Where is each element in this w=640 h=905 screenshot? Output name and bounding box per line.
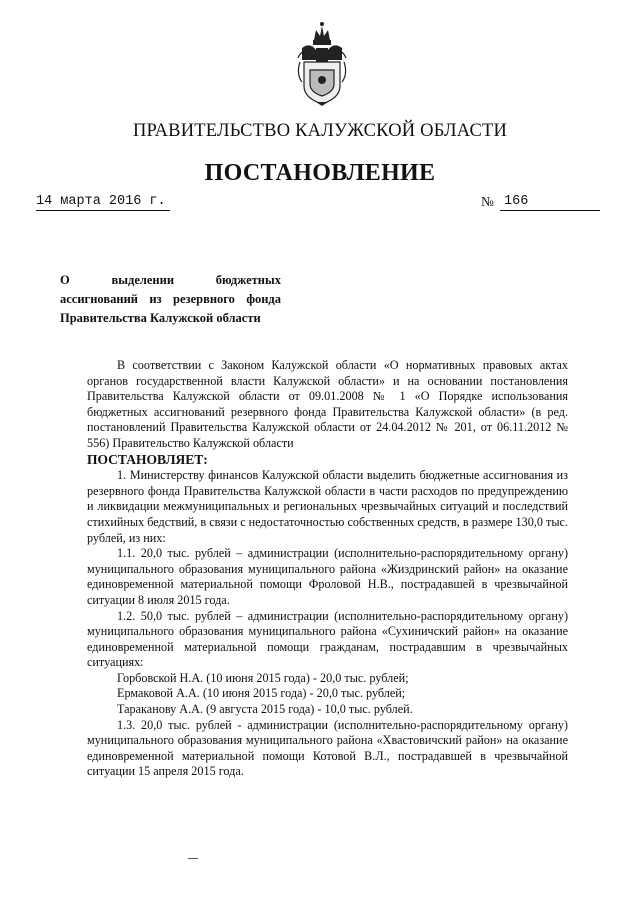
document-body — [87, 358, 568, 780]
document-date: 14 марта 2016 г. — [36, 194, 170, 211]
item-1-2: 1.2. 50,0 тыс. рублей – администрации (исполнительно-распорядительному органу) муниципального образования муниципального района «Сухиничский район» на оказание единовременной материальной помощи гражданам, пострадавшим в чрезвычайных ситуациях: — [87, 608, 568, 670]
page-mark — [188, 858, 198, 859]
government-name: ПРАВИТЕЛЬСТВО КАЛУЖСКОЙ ОБЛАСТИ — [132, 121, 508, 141]
document-number-field — [500, 194, 600, 211]
document-type: ПОСТАНОВЛЕНИЕ — [204, 160, 436, 186]
item-1-3: 1.3. 20,0 тыс. рублей - администрации (исполнительно-распорядительному органу) муниципального образования муниципального района «Хвастовичский район» на оказание единовременной материальной помощи Котовой В.Л., пострадавшей в чрезвычайной ситуации 15 апреля 2015 года. — [87, 717, 568, 779]
decree-word: ПОСТАНОВЛЯЕТ: — [87, 451, 208, 467]
document-subject: О выделении бюджетных ассигнований из резервного фонда Правительства Калужской области — [60, 273, 281, 325]
preamble-paragraph: В соответствии с Законом Калужской области «О нормативных правовых актах органов государственной власти Калужской области» и на основании постановления Правительства Калужской области от 09.01.2008 № 1 «О Порядке использования бюджетных ассигнований резервного фонда Правительства Калужской области» (в ред. постановлений Правительства Калужской области от 24.04.2012 № 201, от 06.11.2012 № 556) Правительство Калужской области — [87, 358, 568, 450]
coat-of-arms-icon — [296, 18, 348, 106]
recipient-2: Ермаковой А.А. (10 июня 2015 года) - 20,0 тыс. рублей; — [117, 686, 406, 701]
item-1-1: 1.1. 20,0 тыс. рублей – администрации (исполнительно-распорядительному органу) муниципального образования муниципального района «Жиздринский район» на оказание единовременной материальной помощи Фроловой Н.В., пострадавшей в чрезвычайной ситуации 8 июля 2015 года. — [87, 546, 568, 607]
decree-heading — [87, 452, 568, 469]
item-1: 1. Министерству финансов Калужской области выделить бюджетные ассигнования из резервного фонда Правительства Калужской области в части расходов по предупреждению и ликвидации межмуниципальных и региональных чрезвычайных ситуаций и последствий стихийных бедствий, в связи с недостаточностью собственных средств, в размере 130,0 тыс. рублей, из них: — [87, 468, 568, 545]
document-number: 166 — [504, 194, 529, 209]
recipient-1: Горбовской Н.А. (10 июня 2015 года) - 20,0 тыс. рублей; — [117, 670, 409, 685]
number-label: № — [481, 194, 494, 209]
recipient-3: Тараканову А.А. (9 августа 2015 года) - 10,0 тыс. рублей. — [117, 702, 413, 717]
